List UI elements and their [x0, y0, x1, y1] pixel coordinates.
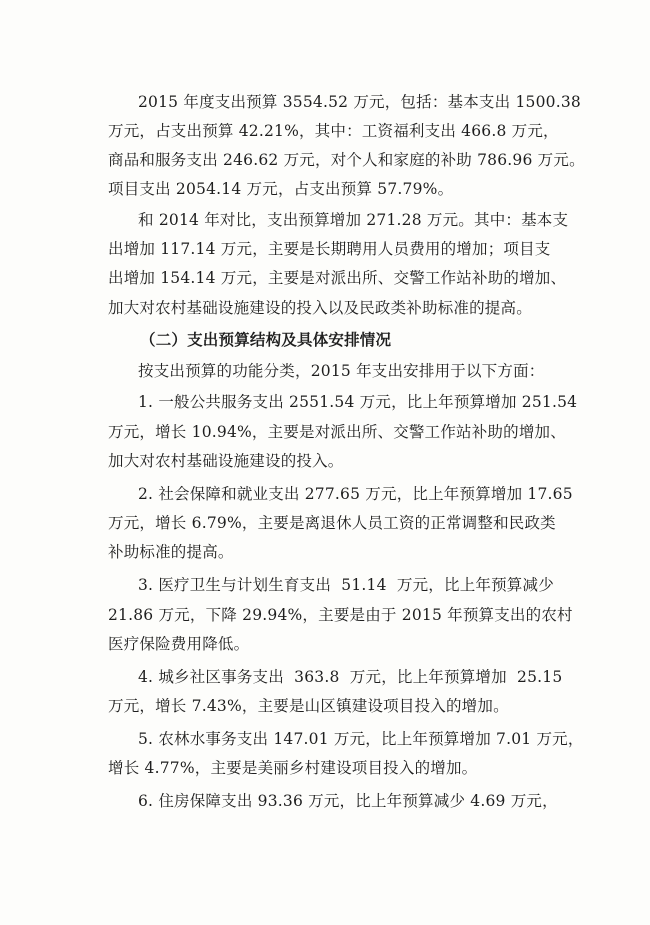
paragraph-line: 6. 住房保障支出 93.36 万元，比上年预算减少 4.69 万元， — [138, 792, 558, 810]
paragraph-line: 21.86 万元，下降 29.94%，主要是由于 2015 年预算支出的农村 — [108, 606, 573, 624]
paragraph-line: 项目支出 2054.14 万元，占支出预算 57.79%。 — [108, 180, 454, 198]
paragraph-line: 出增加 117.14 万元，主要是长期聘用人员费用的增加；项目支 — [108, 240, 551, 258]
section-heading: （二）支出预算结构及具体安排情况 — [140, 330, 392, 349]
paragraph-line: 1. 一般公共服务支出 2551.54 万元，比上年预算增加 251.54 — [138, 393, 578, 411]
paragraph-line: 万元，增长 6.79%，主要是离退休人员工资的正常调整和民政类 — [108, 514, 556, 532]
paragraph-line: 医疗保险费用降低。 — [108, 635, 250, 653]
paragraph-line: 按支出预算的功能分类，2015 年支出安排用于以下方面： — [138, 362, 545, 380]
paragraph-line: 4. 城乡社区事务支出 363.8 万元，比上年预算增加 25.15 — [138, 668, 563, 686]
paragraph-line: 万元，增长 10.94%，主要是对派出所、交警工作站补助的增加、 — [108, 423, 566, 441]
paragraph-line: 2. 社会保障和就业支出 277.65 万元，比上年预算增加 17.65 — [138, 485, 573, 503]
paragraph-line: 万元，占支出预算 42.21%，其中：工资福利支出 466.8 万元， — [108, 122, 559, 140]
paragraph-line: 2015 年度支出预算 3554.52 万元，包括：基本支出 1500.38 — [138, 93, 581, 111]
paragraph-line: 加大对农村基础设施建设的投入以及民政类补助标准的提高。 — [108, 299, 532, 317]
paragraph-line: 3. 医疗卫生与计划生育支出 51.14 万元，比上年预算减少 — [138, 576, 554, 594]
paragraph-line: 5. 农林水事务支出 147.01 万元，比上年预算增加 7.01 万元， — [138, 730, 584, 748]
paragraph-line: 和 2014 年对比，支出预算增加 271.28 万元。其中：基本支 — [138, 211, 569, 229]
paragraph-line: 加大对农村基础设施建设的投入。 — [108, 452, 344, 470]
paragraph-line: 补助标准的提高。 — [108, 543, 234, 561]
paragraph-line: 商品和服务支出 246.62 万元，对个人和家庭的补助 786.96 万元。 — [108, 151, 585, 169]
paragraph-line: 增长 4.77%，主要是美丽乡村建设项目投入的增加。 — [108, 759, 478, 777]
paragraph-line: 出增加 154.14 万元，主要是对派出所、交警工作站补助的增加、 — [108, 269, 567, 287]
paragraph-line: 万元，增长 7.43%，主要是山区镇建设项目投入的增加。 — [108, 697, 509, 715]
